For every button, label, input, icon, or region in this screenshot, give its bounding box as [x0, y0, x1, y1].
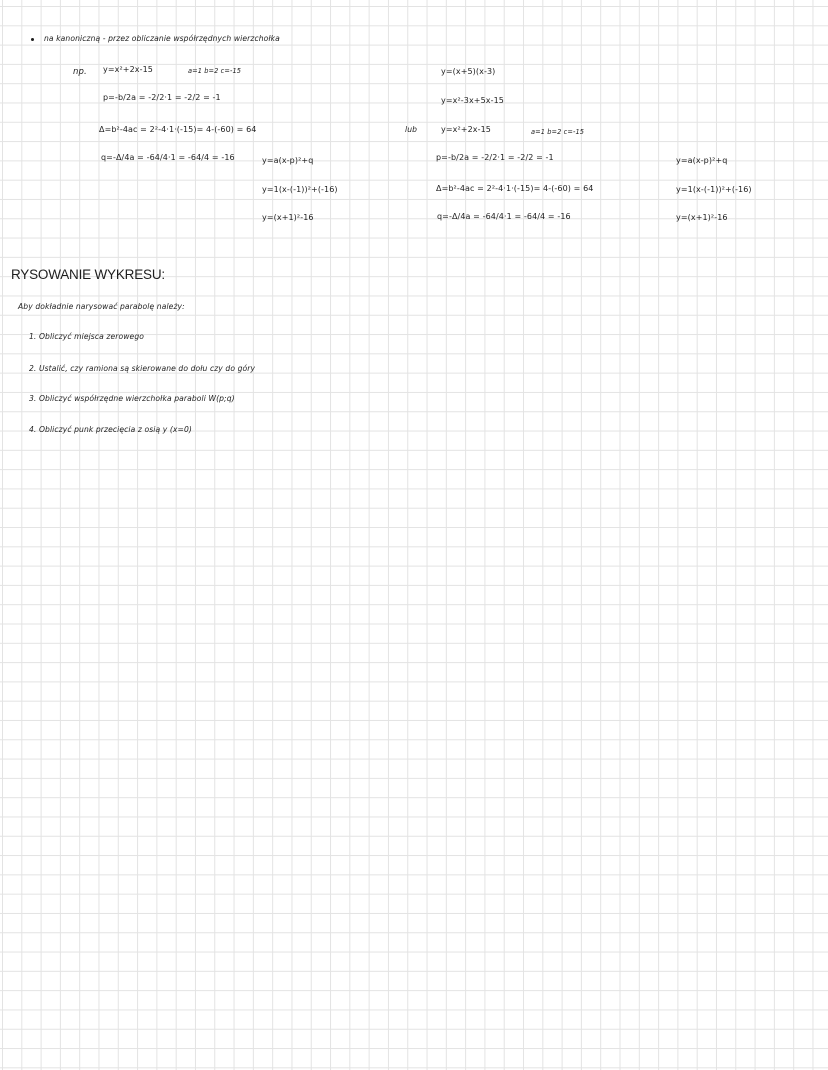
- example-label: np.: [73, 67, 87, 77]
- example1-p-formula: p=-b/2a = -2/2·1 = -2/2 = -1: [103, 93, 221, 102]
- step-2: 2. Ustalić, czy ramiona są skierowane do dołu czy do góry: [29, 364, 256, 373]
- example1-canonical-general: y=a(x-p)²+q: [262, 156, 314, 165]
- example2-delta-formula: Δ=b²-4ac = 2²-4·1·(-15)= 4-(-60) = 64: [436, 184, 594, 193]
- bullet-dot: [31, 38, 34, 41]
- example2-coefficients: a=1 b=2 c=-15: [531, 128, 585, 136]
- example2-p-formula: p=-b/2a = -2/2·1 = -2/2 = -1: [436, 153, 554, 162]
- example1-canonical-substituted: y=1(x-(-1))²+(-16): [262, 185, 338, 194]
- example1-delta-formula: Δ=b²-4ac = 2²-4·1·(-15)= 4-(-60) = 64: [99, 125, 257, 134]
- intro-text: na kanoniczną - przez obliczanie współrzędnych wierzchołka: [44, 34, 280, 43]
- step-4: 4. Obliczyć punk przecięcia z osią y (x=0): [29, 425, 192, 434]
- example1-function: y=x²+2x-15: [103, 65, 153, 74]
- example2-q-formula: q=-Δ/4a = -64/4·1 = -64/4 = -16: [437, 212, 571, 221]
- example2-function: y=x²+2x-15: [441, 125, 491, 134]
- section-heading: RYSOWANIE WYKRESU:: [11, 267, 165, 282]
- example2-canonical-general: y=a(x-p)²+q: [676, 156, 728, 165]
- example1-coefficients: a=1 b=2 c=-15: [188, 67, 242, 75]
- example2-expanded: y=x²-3x+5x-15: [441, 96, 504, 105]
- example1-q-formula: q=-Δ/4a = -64/4·1 = -64/4 = -16: [101, 153, 235, 162]
- example2-product-form: y=(x+5)(x-3): [441, 67, 496, 76]
- step-1: 1. Obliczyć miejsca zerowego: [29, 332, 144, 341]
- step-3: 3. Obliczyć współrzędne wierzchołka paraboli W(p;q): [29, 394, 235, 403]
- example1-canonical-result: y=(x+1)²-16: [262, 213, 314, 222]
- example2-canonical-result: y=(x+1)²-16: [676, 213, 728, 222]
- example2-canonical-substituted: y=1(x-(-1))²+(-16): [676, 185, 752, 194]
- or-label: lub: [405, 125, 418, 134]
- section-intro: Aby dokładnie narysować parabolę należy:: [18, 302, 185, 311]
